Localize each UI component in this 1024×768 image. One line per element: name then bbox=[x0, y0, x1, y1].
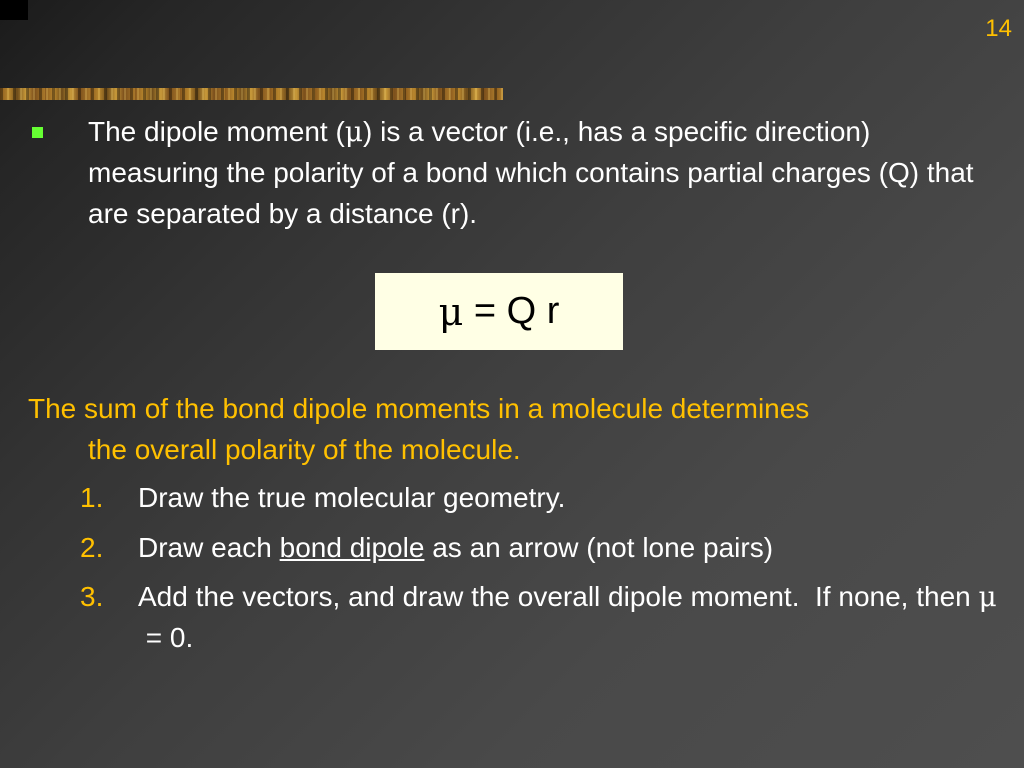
step-1-number: 1. bbox=[80, 482, 104, 513]
step-1-text: Draw the true molecular geometry. bbox=[138, 482, 566, 513]
step-2-text bbox=[138, 527, 998, 568]
sum-line-1: The sum of the bond dipole moments in a molecule determines bbox=[28, 393, 810, 424]
formula-rest: = Q r bbox=[463, 290, 560, 332]
definition-part2: ) is a vector (i.e., has a specific direction) measuring the polarity of a bond which contains partial charges (Q) that are separated by a distance (r). bbox=[88, 116, 974, 229]
definition-part1: The dipole moment ( bbox=[88, 116, 345, 147]
step-2-number: 2. bbox=[80, 532, 104, 563]
step-3-pre: Add the vectors, and draw the overall dipole moment. If none, then bbox=[138, 581, 979, 612]
formula-box bbox=[375, 273, 623, 350]
slide-number: 14 bbox=[985, 15, 1012, 42]
decorative-bar bbox=[0, 88, 503, 100]
step-3-mu: μ bbox=[978, 580, 997, 613]
formula-mu: μ bbox=[438, 289, 464, 334]
step-3-number: 3. bbox=[80, 581, 104, 612]
step-2-post: as an arrow (not lone pairs) bbox=[424, 532, 774, 563]
mu-symbol: μ bbox=[344, 115, 363, 148]
bond-dipole-term: bond dipole bbox=[279, 532, 425, 563]
step-3-post: = 0. bbox=[138, 622, 194, 653]
dipole-sum-text bbox=[28, 388, 998, 470]
step-3-text bbox=[138, 576, 998, 658]
dipole-definition-text bbox=[88, 111, 988, 234]
bullet-square-icon bbox=[32, 127, 43, 138]
sum-line-2: the overall polarity of the molecule. bbox=[88, 434, 521, 465]
step-2-pre: Draw each bbox=[138, 532, 280, 563]
corner-mark bbox=[0, 0, 28, 20]
